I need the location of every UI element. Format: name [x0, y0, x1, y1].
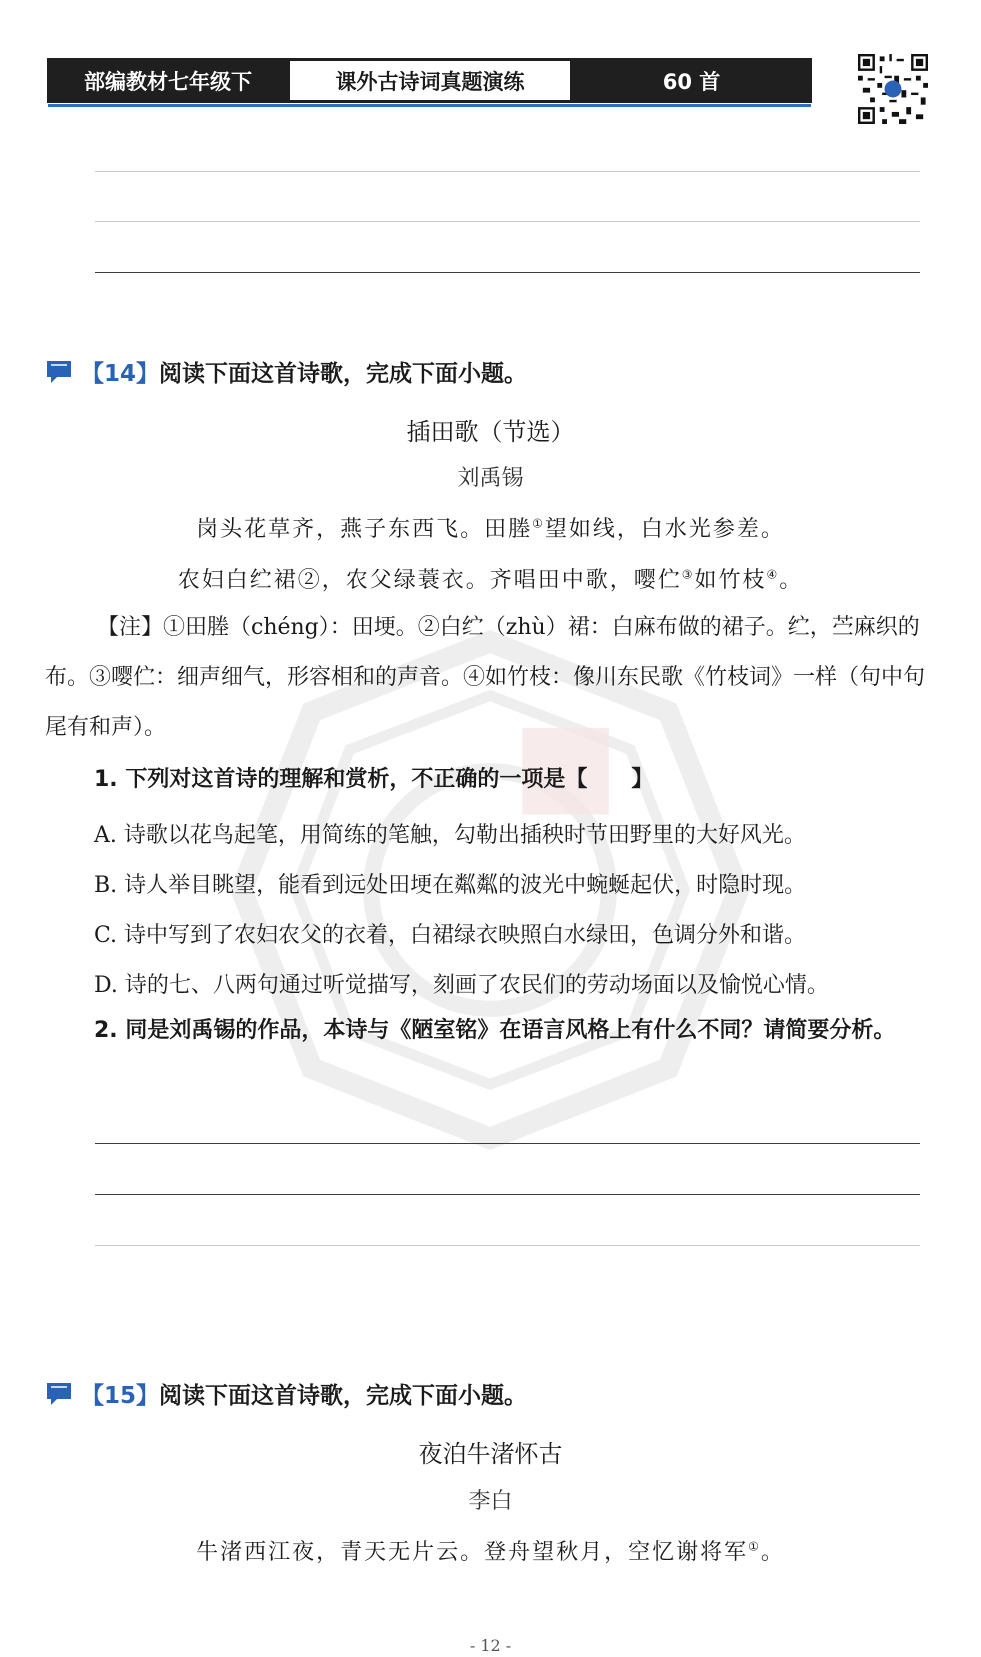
- poem-text: 岗头花草齐，燕子东西飞。田塍: [196, 517, 533, 542]
- footnote-mark: ①: [532, 516, 545, 531]
- annotation-note: 【注】①田塍（chéng）：田埂。②白纻（zhù）裙：白麻布做的裙子。纻，苎麻织的布。③嘤伫：细声细气，形容相和的声音。④如竹枝：像川东民歌《竹枝词》一样（句中句尾有和声）。: [45, 615, 926, 740]
- answer-line: [95, 221, 920, 222]
- header-count: 60 首: [662, 69, 721, 94]
- header-grade: 部编教材七年级下: [84, 69, 252, 94]
- poem-title: 插田歌（节选）: [406, 418, 575, 446]
- comment-icon: [45, 359, 75, 385]
- answer-line: [95, 272, 920, 273]
- poem-author: 李白: [468, 1489, 513, 1514]
- poem-text: 农妇白纻裙②，农父绿蓑衣。齐唱田中歌，嘤伫: [177, 568, 682, 593]
- question-number: 【14】: [81, 361, 160, 387]
- poem-text: 如竹枝: [694, 568, 767, 593]
- option-c: C. 诗中写到了农妇农父的衣着，白裙绿衣映照白水绿田，色调分外和谐。: [94, 923, 807, 948]
- poem-text: 。: [779, 568, 804, 593]
- poem-text: 望如线，白水光参差。: [544, 517, 785, 542]
- option-a: A. 诗歌以花鸟起笔，用简练的笔触，勾勒出插秧时节田野里的大好风光。: [94, 823, 806, 848]
- question-instruction: 阅读下面这首诗歌，完成下面小题。: [159, 1383, 528, 1409]
- option-d: D. 诗的七、八两句通过听觉描写，刻画了农民们的劳动场面以及愉悦心情。: [94, 973, 829, 998]
- page-number: - 12 -: [469, 1636, 512, 1655]
- qr-code-icon: [858, 54, 928, 124]
- comment-icon: [45, 1381, 75, 1407]
- question-15-header: [45, 1377, 527, 1410]
- poem-text: 。: [760, 1540, 785, 1565]
- answer-line: [95, 1194, 920, 1195]
- poem-text: 牛渚西江夜，青天无片云。登舟望秋月，空忆谢将军: [196, 1540, 749, 1565]
- poem-author: 刘禹锡: [457, 466, 524, 491]
- header-accent: [48, 104, 811, 107]
- answer-line: [95, 171, 920, 172]
- question-number: 【15】: [81, 1383, 160, 1409]
- poem-line-2: [0, 563, 981, 594]
- header-banner: [47, 58, 812, 103]
- poem-title: 夜泊牛渚怀古: [418, 1440, 563, 1468]
- header-title: 课外古诗词真题演练: [288, 59, 572, 102]
- question-instruction: 阅读下面这首诗歌，完成下面小题。: [159, 361, 528, 387]
- question-1: 1. 下列对这首诗的理解和赏析，不正确的一项是【 】: [94, 767, 654, 792]
- answer-line: [95, 1143, 920, 1144]
- question-2: 2. 同是刘禹锡的作品，本诗与《陋室铭》在语言风格上有什么不同？请简要分析。: [94, 1018, 896, 1043]
- poem-line-1: [0, 1535, 981, 1566]
- answer-line: [95, 1245, 920, 1246]
- footnote-mark: ④: [766, 567, 780, 582]
- footnote-mark: ③: [681, 567, 695, 582]
- poem-line-1: [0, 512, 981, 543]
- question-14-header: [45, 355, 527, 388]
- footnote-mark: ①: [748, 1539, 761, 1554]
- option-b: B. 诗人举目眺望，能看到远处田埂在粼粼的波光中蜿蜒起伏，时隐时现。: [94, 873, 807, 898]
